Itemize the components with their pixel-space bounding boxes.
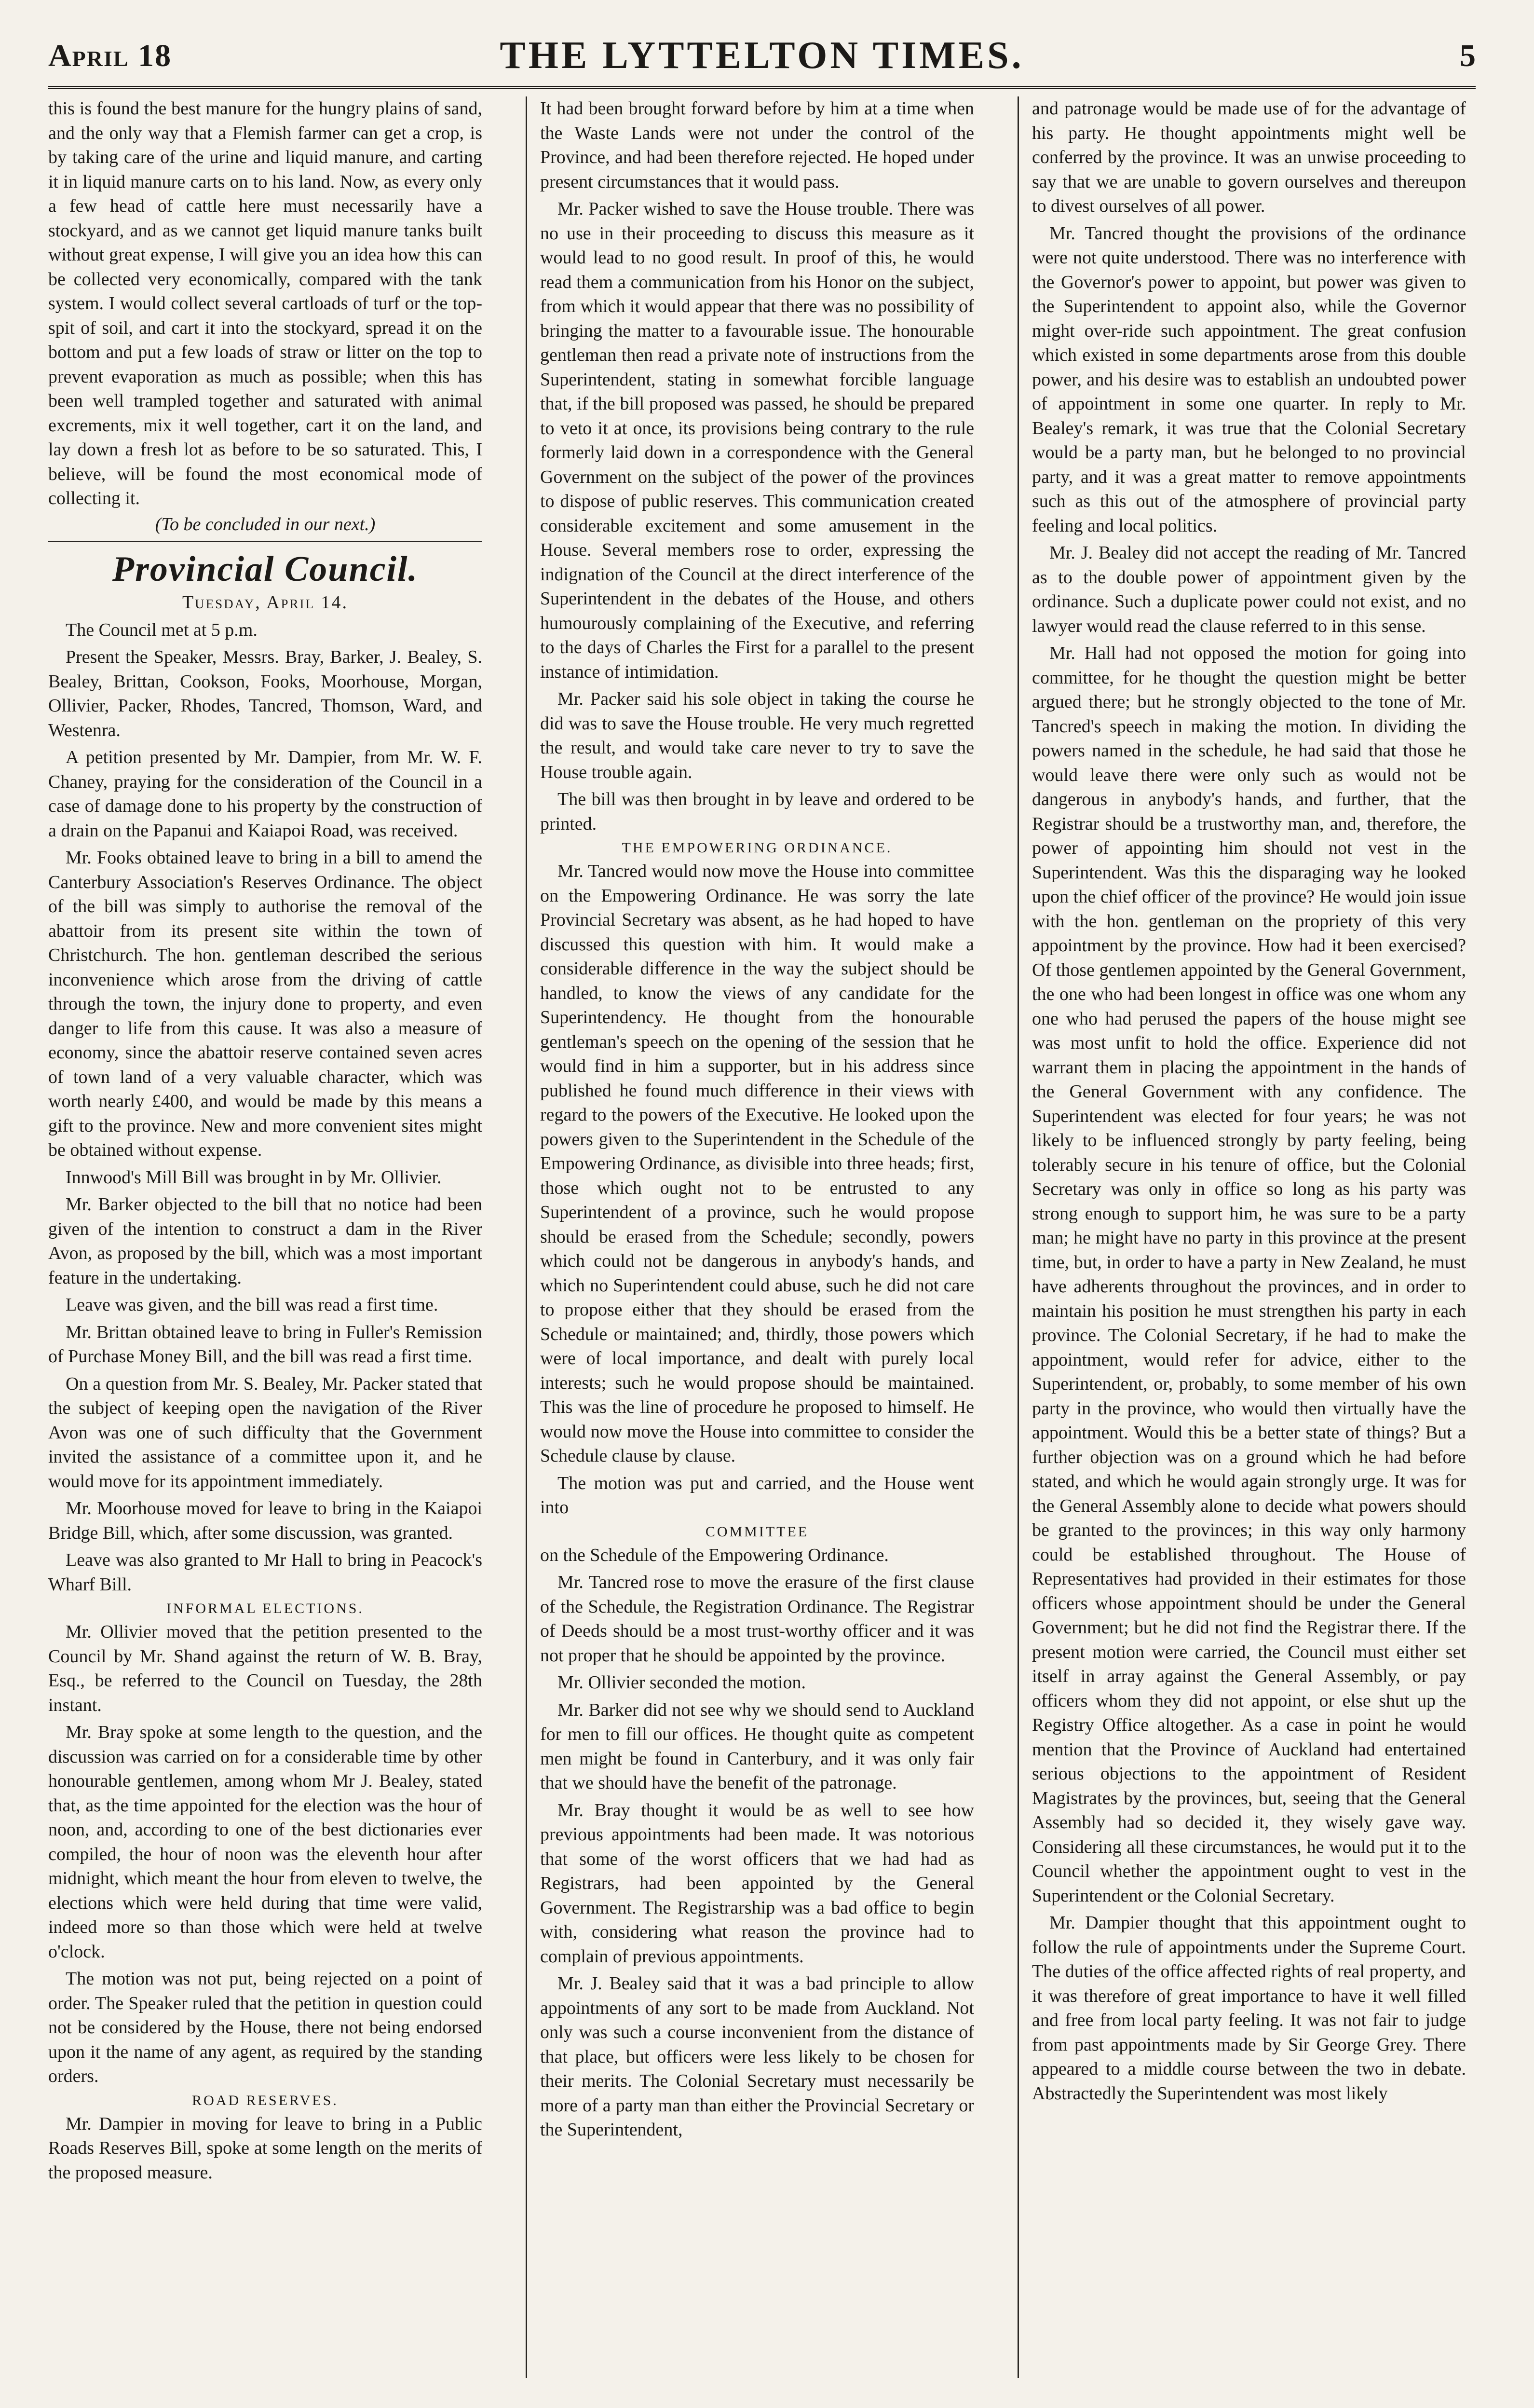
paragraph: Mr. Fooks obtained leave to bring in a bill to amend the Canterbury Association's Reserves Ordinance. The object of the bill was simply to authorise the removal of the abattoir from its present site within the town of Christchurch. The hon. gentleman described the serious inconvenience which arose from the driving of cattle through the town, the injury done to property, and even danger to life from this cause. It was also a measure of economy, since the abattoir reserve contained seven acres of town land of a very valuable character, which was worth nearly £400, and would be made by this means a gift to the province. New and more convenient sites might be obtained without expense.: [48, 848, 482, 1160]
paragraph: Mr. Moorhouse moved for leave to bring in the Kaiapoi Bridge Bill, which, after some discussion, was granted.: [48, 1498, 482, 1543]
paragraph: The Council met at 5 p.m.: [66, 619, 258, 640]
paragraph: Mr. Brittan obtained leave to bring in Fuller's Remission of Purchase Money Bill, and the bill was read a first time.: [48, 1322, 482, 1367]
paragraph: Mr. Ollivier seconded the motion.: [557, 1672, 806, 1693]
newspaper-title: THE LYTTELTON TIMES.: [500, 34, 1024, 77]
paragraph: Mr. Dampier thought that this appointment ought to follow the rule of appointments under the Supreme Court. The duties of the office affected rights of real property, and it was therefore of great importance to have it well filled and free from local party feeling. It was not fair to judge from past appointments made by Sir George Grey. There appeared to a middle course between the two in debate. Abstractedly the Superintendent was most likely: [1032, 1913, 1466, 2104]
paragraph: Mr. Tancred would now move the House into committee on the Empowering Ordinance. He was sorry the late Provincial Secretary was absent, as he had hoped to have discussed this question with him. It would make a considerable difference in the way the subject should be handled, to know the views of any candidate for the Superintendency. He thought from the honourable gentleman's speech on the opening of the session that he would find in him a supporter, but in his address since published he found much difference in their views with regard to the powers of the Executive. He looked upon the powers given to the Superintendent in the Schedule of the Empowering Ordinance, as divisible into three heads; first, those which ought not to be entrusted to any Superintendent of a province, such he would propose should be erased from the Schedule; secondly, powers which could not be dangerous in anybody's hands, and which no Superintendent could abuse, such he did not care to propose either that they should be erased from the Schedule or maintained; and, thirdly, those powers which were of local importance, and dealt with purely local interests; such he would propose should be maintained. This was the line of procedure he proposed to himself. He would now move the House into committee to consider the Schedule clause by clause.: [540, 861, 974, 1466]
paragraph: Mr. J. Bealey said that it was a bad principle to allow appointments of any sort to be made from Auckland. Not only was such a course inconvenient from the distance of that place, but officers were less likely to be chosen for their merits. The Colonial Secretary must necessarily be more of a party man than either the Provincial Secretary or the Superintendent,: [540, 1973, 974, 2140]
paragraph: Mr. Barker objected to the bill that no notice had been given of the intention to construct a dam in the River Avon, as proposed by the bill, which was a most important feature in the undertaking.: [48, 1194, 482, 1288]
paragraph: Mr. Bray spoke at some length to the question, and the discussion was carried on for a considerable time by other honourable gentlemen, among whom Mr J. Bealey, stated that, as the time appointed for the election was the hour of noon, and, according to one of the best dictionaries ever compiled, the hour of noon was the eleventh hour after midnight, which meant the hour from eleven to twelve, the elections which were held during that time were valid, indeed more so than those which were held at twelve o'clock.: [48, 1722, 482, 1962]
continuation-note: (To be concluded in our next.): [155, 514, 376, 534]
paragraph: Mr. Hall had not opposed the motion for going into committee, for he thought the question might be better argued there; but he strongly objected to the tone of Mr. Tancred's speech in making the motion. In dividing the powers named in the schedule, he had said that those he would leave there were only such as would not be dangerous in anybody's hands, and further, that the Registrar should be a trustworthy man, and, therefore, the power of appointing him should not vest in the Superintendent. Was this the disparaging way he looked upon the chief officer of the province? He would join issue with the hon. gentleman on the propriety of this very appointment by the province. How had it been exercised? Of those gentlemen appointed by the General Government, the one who had been longest in office was one whom any one who had perused the papers of the house might see was most unfit to hold the office. Experience did not warrant them in placing the appointment in the hands of the General Government with any confidence. The Superintendent was elected for four years; he was not likely to be influenced strongly by party feeling, being tolerably secure in his tenure of office, but the Colonial Secretary was only in office so long as his party was strong enough to support him, he was sure to be a party man; he might have no party in this province at the present time, but, in order to have a party in New Zealand, he must have adherents throughout the provinces, and in order to maintain his position he must strengthen his party in each province. The Colonial Secretary, if he had to make the appointment, would refer for advice, either to the Superintendent, or, probably, to some member of his own party in the province, who would then virtually have the appointment. Would this be a better state of things? But a further objection was on a ground which he had before stated, and which he would again strongly urge. It was for the General Assembly alone to decide what powers should be granted to the provinces; in this way only harmony could be established throughout. The House of Representatives had provided in their estimates for those officers whose appointment should be under the General Government; but he did not find the Registrar there. If the present motion were carried, the Council must either set itself in array against the General Assembly, or pay officers whom they did not appoint, or else shut up the Registry Office altogether. As a case in point he would mention that the Province of Auckland had entertained serious objections to the appointment of Resident Magistrates by the provinces, but, seeing that the General Assembly had so decided it, they wisely gave way. Considering all these circumstances, he would put it to the Council whether the appointment ought to vest in the Superintendent or the Colonial Secretary.: [1032, 643, 1466, 1906]
paragraph: It had been brought forward before by him at a time when the Waste Lands were not under the control of the Province, and had been therefore rejected. He hoped under present circumstances that it would pass.: [540, 98, 974, 192]
subheading: THE EMPOWERING ORDINANCE.: [622, 840, 893, 856]
paragraph: Mr. Dampier in moving for leave to bring in a Public Roads Reserves Bill, spoke at some length on the merits of the proposed measure.: [48, 2113, 482, 2183]
paragraph: this is found the best manure for the hungry plains of sand, and the only way that a Flemish farmer can get a crop, is by taking care of the urine and liquid manure, and carting it in liquid manure carts on to his land. Now, as every only a few head of cattle here must necessarily have a stockyard, and as we cannot get liquid manure tanks built without great expense, I will give you an idea how this can be collected very economically, compared with the tank system. I would collect several cartloads of turf or the top-spit of soil, and cart it into the stockyard, spread it on the bottom and put a few loads of straw or litter on the top to prevent evaporation as much as possible; when this has been well trampled together and saturated with animal excrements, mix it well together, cart it on the land, and lay down a fresh lot as before to be so saturated. This, I believe, will be found the most economical mode of collecting it.: [48, 98, 482, 508]
paragraph: Innwood's Mill Bill was brought in by Mr. Ollivier.: [66, 1167, 442, 1188]
paragraph: On a question from Mr. S. Bealey, Mr. Packer stated that the subject of keeping open the navigation of the River Avon was one of such difficulty that the Government invited the assistance of a committee upon it, and he would move for its appointment immediately.: [48, 1373, 482, 1491]
masthead: [48, 34, 1476, 80]
subheading: INFORMAL ELECTIONS.: [166, 1601, 364, 1616]
column-3: [1032, 96, 1466, 2383]
paragraph: The bill was then brought in by leave and ordered to be printed.: [540, 789, 974, 834]
page-number: 5: [1460, 38, 1476, 73]
paragraph: Mr. Barker did not see why we should send to Auckland for men to fill our offices. He thought quite as competent men might be found in Canterbury, and it was only fair that we should have the benefit of the patronage.: [540, 1699, 974, 1793]
divider: [48, 541, 482, 542]
column-1: [48, 96, 482, 2383]
paragraph: The motion was put and carried, and the House went into: [540, 1473, 974, 1518]
section-title: Provincial Council.: [112, 549, 419, 589]
paragraph: Mr. Tancred thought the provisions of the ordinance were not quite understood. There was no interference with the Governor's power to appoint, but power was given to the Superintendent to appoint also, while the Governor might over-ride such appointment. The great confusion which existed in some departments arose from this double power, and his desire was to establish an undoubted power of appointment in some one quarter. In reply to Mr. Bealey's remark, it was true that the Colonial Secretary would be a party man, but he belonged to no provincial party, and it was a great matter to remove appointments such as this out of the atmosphere of provincial party feeling and local politics.: [1032, 223, 1466, 536]
masthead-rule: [48, 86, 1476, 89]
issue-date: April 18: [48, 38, 172, 73]
paragraph: Leave was also granted to Mr Hall to bring in Peacock's Wharf Bill.: [48, 1550, 482, 1595]
paragraph: Mr. Bray thought it would be as well to see how previous appointments had been made. It was notorious that some of the worst officers that we had had as Registrars, had been appointed by the General Government. The Registrarship was a bad office to begin with, considering what reason the province had to complain of previous appointments.: [540, 1800, 974, 1967]
column-2: [540, 96, 974, 2383]
column-rule-1: [526, 96, 527, 2378]
paragraph: Mr. Packer said his sole object in taking the course he did was to save the House trouble. He very much regretted the result, and would take care never to try to save the House trouble again.: [540, 689, 974, 782]
paragraph: Mr. Ollivier moved that the petition presented to the Council by Mr. Shand against the return of W. B. Bray, Esq., be referred to the Council on Tuesday, the 28th instant.: [48, 1622, 482, 1715]
paragraph: Mr. Tancred rose to move the erasure of the first clause of the Schedule, the Registration Ordinance. The Registrar of Deeds should be a most trust-worthy officer and it was not proper that he should be appointed by the province.: [540, 1572, 974, 1666]
paragraph: on the Schedule of the Empowering Ordinance.: [540, 1545, 889, 1565]
column-rule-2: [1018, 96, 1019, 2378]
subheading: ROAD RESERVES.: [192, 2092, 339, 2108]
paragraph: Leave was given, and the bill was read a first time.: [66, 1295, 438, 1315]
paragraph: Mr. Packer wished to save the House trouble. There was no use in their proceeding to discuss this measure as it would lead to no good result. In proof of this, he would read them a communication from his Honor on the subject, from which it would appear that there was no possibility of bringing the matter to a favourable issue. The honourable gentleman then read a private note of instructions from the Superintendent, stating in somewhat forcible language that, if the bill proposed was passed, he should be prepared to veto it at once, its provisions being contrary to the rule formerly laid down in a correspondence with the General Government on the subject of the power of the provinces to dispose of public reserves. This communication created considerable excitement and some amusement in the House. Several members rose to order, expressing the indignation of the Council at the direct interference of the Superintendent in the debates of the House, and others humourously complaining of the Executive, and referring to the days of Charles the First for a parallel to the present instance of intimidation.: [540, 199, 974, 682]
paragraph: The motion was not put, being rejected on a point of order. The Speaker ruled that the petition in question could not be considered by the House, there not being endorsed upon it the name of any agent, as required by the standing orders.: [48, 1969, 482, 2086]
section-date: Tuesday, April 14.: [182, 592, 349, 613]
paragraph: Mr. J. Bealey did not accept the reading of Mr. Tancred as to the double power of appointment given by the ordinance. Such a duplicate power could not exist, and no lawyer would read the clause referred to in this sense.: [1032, 543, 1466, 636]
subheading: COMMITTEE: [705, 1523, 809, 1540]
paragraph: Present the Speaker, Messrs. Bray, Barker, J. Bealey, S. Bealey, Brittan, Cookson, Fooks, Moorhouse, Morgan, Ollivier, Packer, Rhodes, Tancred, Thomson, Ward, and Westenra.: [48, 647, 482, 740]
paragraph: and patronage would be made use of for the advantage of his party. He thought appointments might well be conferred by the province. It was an unwise proceeding to say that we are unable to govern ourselves and thereupon to divest ourselves of all power.: [1032, 98, 1466, 216]
paragraph: A petition presented by Mr. Dampier, from Mr. W. F. Chaney, praying for the consideration of the Council in a case of damage done to his property by the construction of a drain on the Papanui and Kaiapoi Road, was received.: [48, 747, 482, 841]
